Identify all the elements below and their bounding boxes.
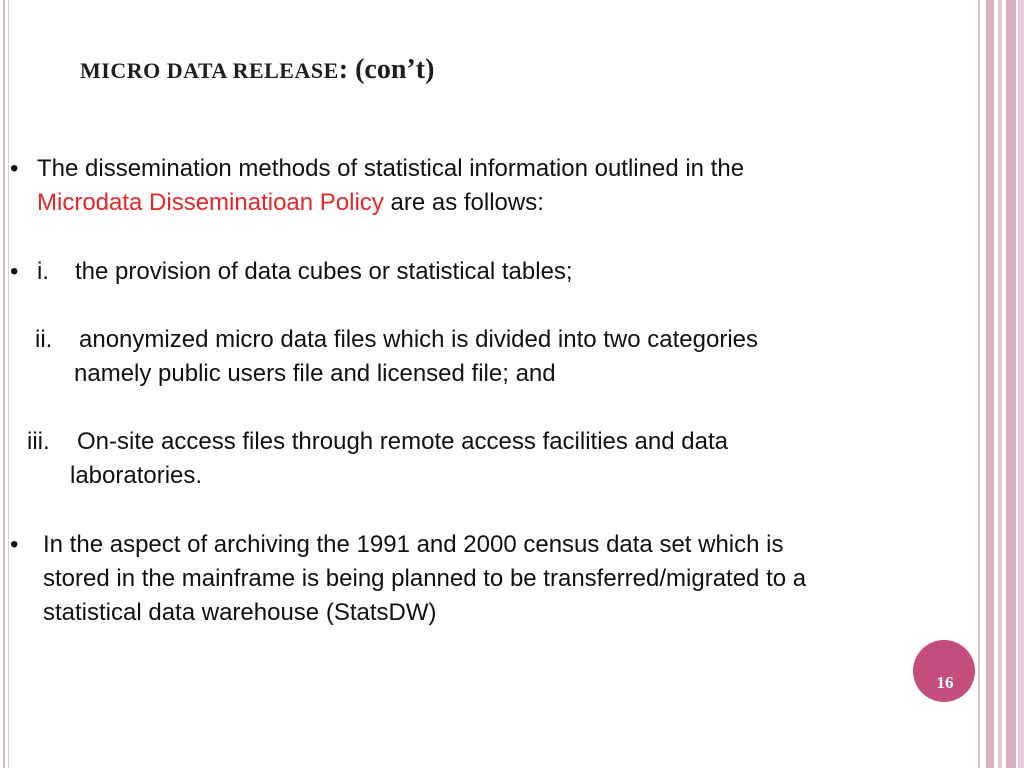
left-border-line [3,0,5,768]
bullet1-line1: The dissemination methods of statistical information outlined in the [37,155,745,182]
item2-numeral: ii. [35,326,53,353]
item1-numeral: i. [37,258,49,285]
page-number: 16 [936,673,954,692]
slide-title [80,54,434,86]
item1-text: the provision of data cubes or statistical tables; [75,258,573,285]
item2-line2: namely public users file and licensed file; and [74,360,556,387]
right-border-stripe [1018,0,1024,768]
right-border-stripe [1006,0,1016,768]
item3-numeral: iii. [27,428,50,455]
item3-line1: On-site access files through remote access facilities and data [77,428,728,455]
item3-line2: laboratories. [70,462,203,489]
bullet1-line2 [37,186,544,220]
bullet-marker: • [10,155,19,182]
bullet-marker: • [10,258,19,285]
bullet1-line2-end: are as follows: [390,189,544,216]
left-border-line-inner [8,0,9,768]
item2-line1: anonymized micro data files which is divided into two categories [79,326,758,353]
policy-name: Microdata Disseminatioan Policy [37,189,384,216]
page-number-badge [913,640,975,702]
bullet2-line1: In the aspect of archiving the 1991 and 2000 census data set which is [43,531,784,558]
slide-title-main: MICRO DATA RELEASE [80,58,339,83]
bullet-marker: • [10,531,19,558]
bullet2-line2: stored in the mainframe is being planned to be transferred/migrated to a [43,565,807,592]
slide-title-suffix: : (con’t) [338,54,435,85]
right-border-stripe [986,0,994,768]
right-border-stripe [998,0,1002,768]
right-border-stripe [978,0,980,768]
bullet2-line3: statistical data warehouse (StatsDW) [43,599,437,626]
